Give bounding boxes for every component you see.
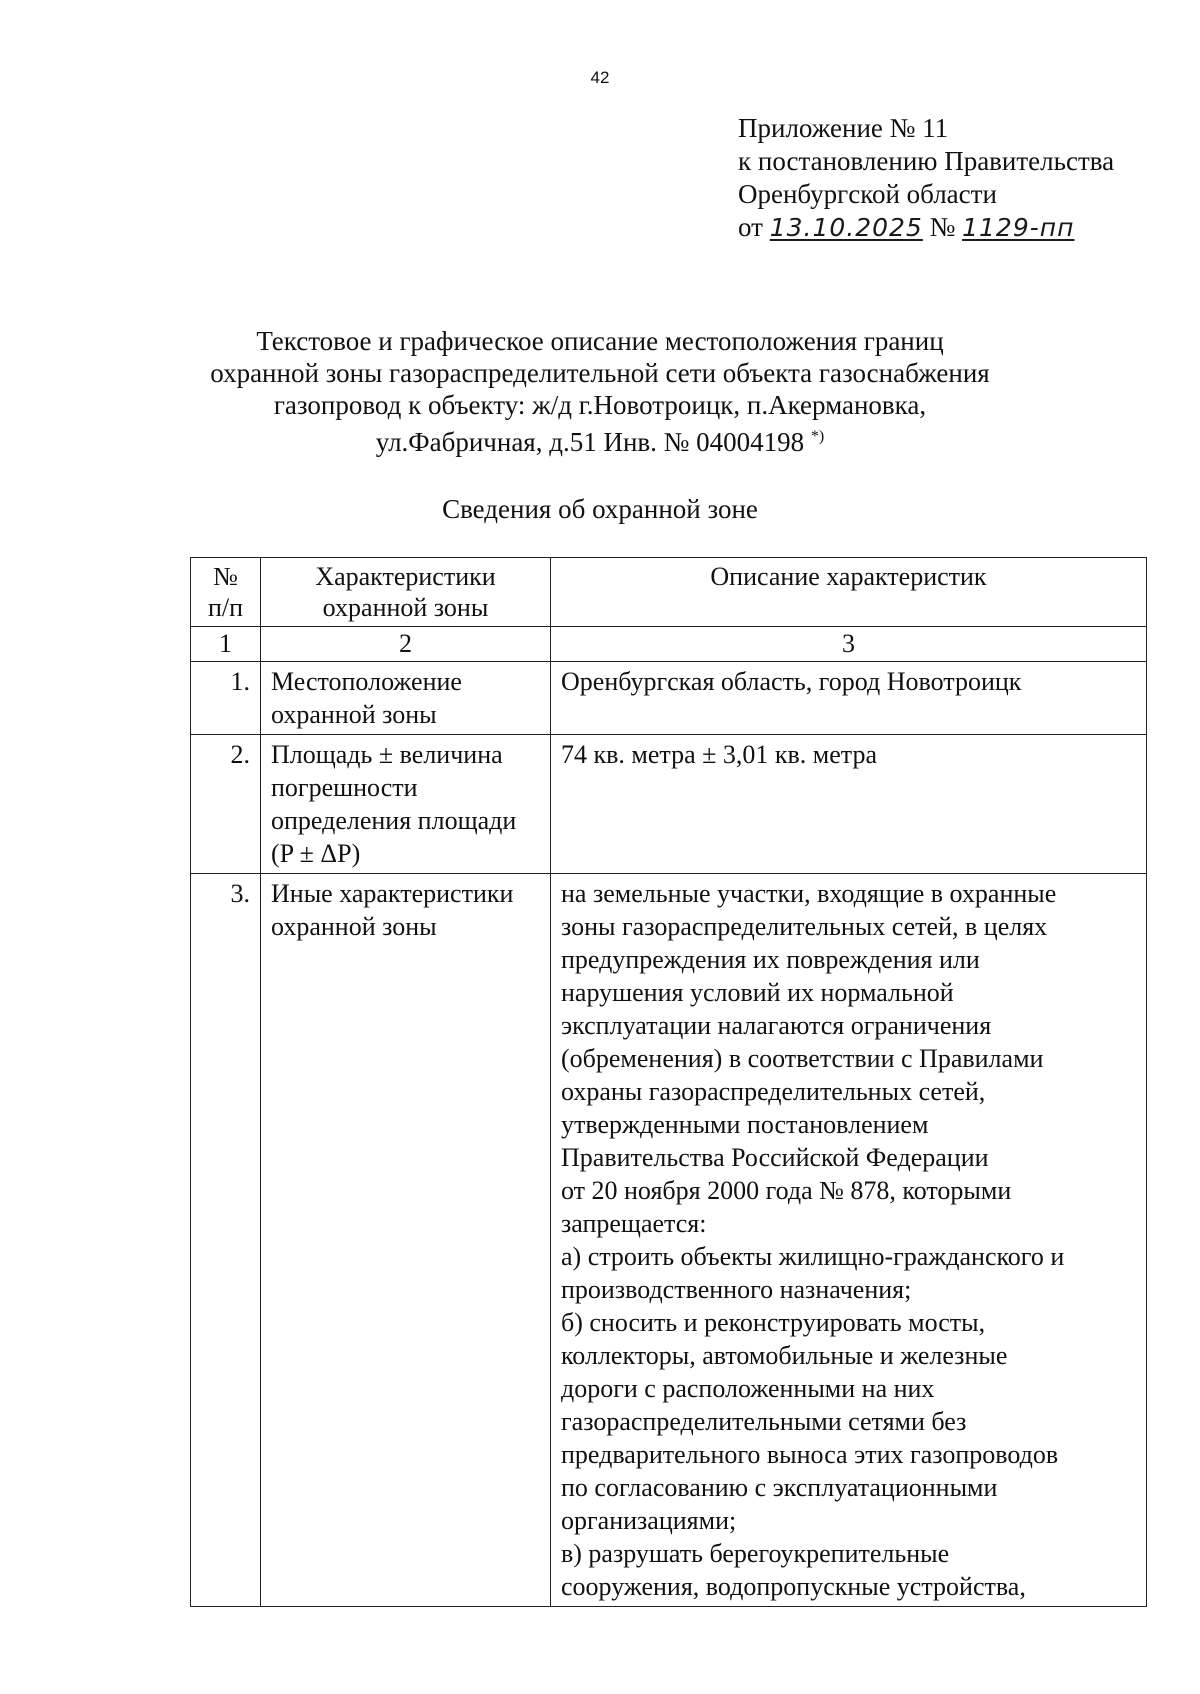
row-number: 1. [191,662,261,735]
description-line: зоны газораспределительных сетей, в целях [561,912,1048,941]
description-line: а) строить объекты жилищно-гражданского и [561,1242,1065,1271]
row-number: 2. [191,735,261,874]
row-description [551,874,1147,1607]
description-line: дороги с расположенными на них [561,1374,935,1403]
row-characteristic: Площадь ± величина погрешности определения площади (P ± ΔP) [261,735,551,874]
handwritten-date: 13.10.2025 [769,213,923,242]
header-description: Описание характеристик [551,558,1147,627]
row-description [551,735,1147,874]
description-line: организациями; [561,1506,737,1535]
title-line-4 [0,421,1200,458]
column-number-1: 1 [191,627,261,662]
description-line: по согласованию с эксплуатационными [561,1473,998,1502]
table-header-row [191,558,1147,627]
row-characteristic: Местоположение охранной зоны [261,662,551,735]
table-row [191,874,1147,1607]
title-line-1: Текстовое и графическое описание местоположения границ [256,326,944,356]
table-row [191,662,1147,735]
description-line: коллекторы, автомобильные и железные [561,1341,1008,1370]
description-line: в) разрушать берегоукрепительные [561,1539,950,1568]
handwritten-number: 1129-пп [962,213,1075,242]
appendix-block [738,112,1114,244]
description-line: нарушения условий их нормальной [561,978,954,1007]
row-description [551,662,1147,735]
description-line: запрещается: [561,1209,707,1238]
column-number-2: 2 [261,627,551,662]
document-title [0,325,1200,458]
row-characteristic: Иные характеристики охранной зоны [261,874,551,1607]
description-line: предупреждения их повреждения или [561,945,980,974]
description-line: эксплуатации налагаются ограничения [561,1011,992,1040]
section-subtitle: Сведения об охранной зоне [442,494,758,524]
appendix-region-line: Оренбургской области [738,179,997,209]
description-line: охраны газораспределительных сетей, [561,1077,986,1106]
header-characteristic: Характеристики охранной зоны [261,558,551,627]
title-line-3: газопровод к объекту: ж/д г.Новотроицк, п.Акермановка, [273,390,927,420]
appendix-resolution-line: к постановлению Правительства [738,146,1115,176]
description-line: утвержденными постановлением [561,1110,929,1139]
description-line: производственного назначения; [561,1275,912,1304]
title-line-4-text: ул.Фабричная, д.51 Инв. № 04004198 [375,427,805,457]
protection-zone-table [190,557,1147,1607]
footnote-mark: *) [810,428,825,445]
header-number: № п/п [191,558,261,627]
column-number-row [191,627,1147,662]
description-line: предварительного выноса этих газопроводов [561,1440,1059,1469]
appendix-date-number-line [738,211,1114,244]
page-number: 42 [590,68,610,87]
date-prefix: от [738,212,763,242]
row-number: 3. [191,874,261,1607]
description-line: на земельные участки, входящие в охранные [561,879,1057,908]
column-number-3: 3 [551,627,1147,662]
description-line: газораспределительными сетями без [561,1407,967,1436]
description-line: б) сносить и реконструировать мосты, [561,1308,986,1337]
title-line-2: охранной зоны газораспределительной сети объекта газоснабжения [210,358,990,388]
number-prefix: № [929,212,956,242]
description-line: Оренбургская область, город Новотроицк [561,667,1022,696]
appendix-title: Приложение № 11 [738,113,949,143]
description-line: 74 кв. метра ± 3,01 кв. метра [561,740,878,769]
table-row [191,735,1147,874]
description-line: (обременения) в соответствии с Правилами [561,1044,1044,1073]
description-line: от 20 ноября 2000 года № 878, которыми [561,1176,1012,1205]
description-line: сооружения, водопропускные устройства, [561,1572,1026,1601]
description-line: Правительства Российской Федерации [561,1143,989,1172]
